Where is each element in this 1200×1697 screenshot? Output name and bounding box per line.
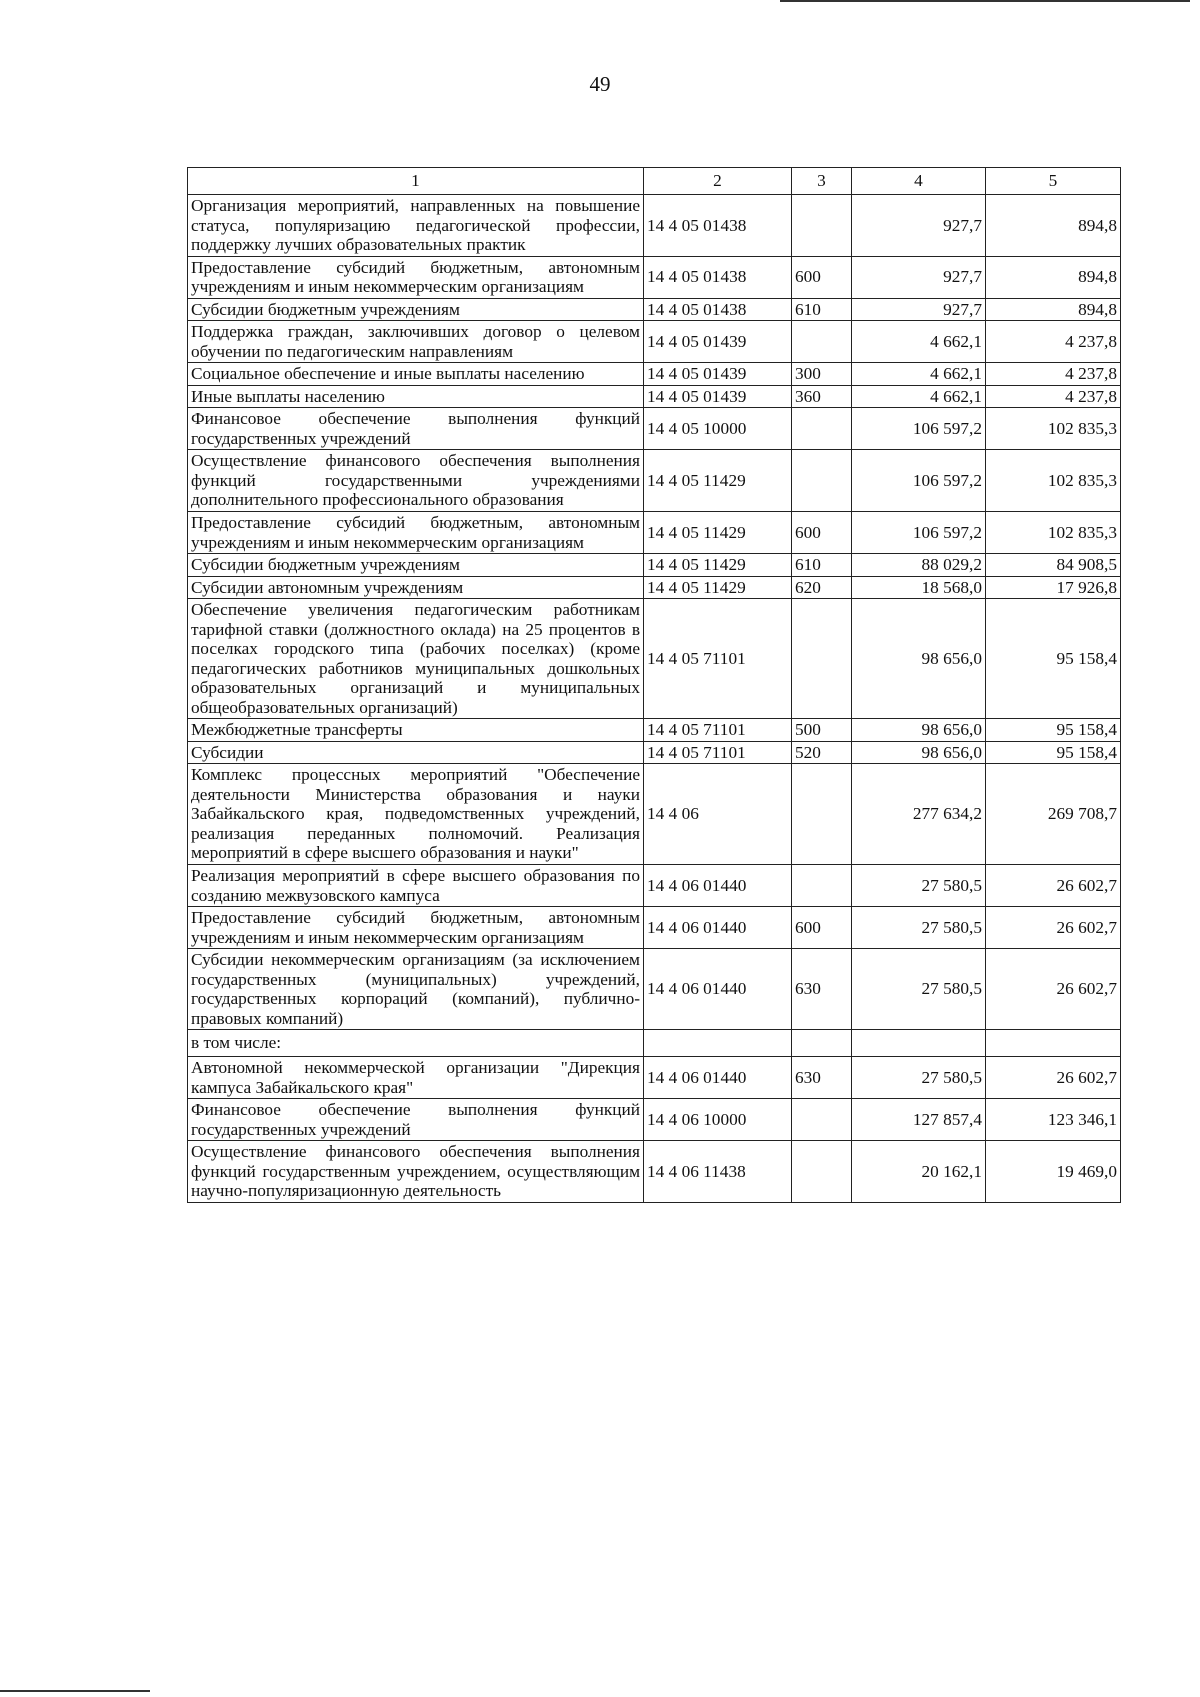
row-value-col4: 127 857,4 (852, 1099, 986, 1141)
row-expense-type (792, 1030, 852, 1057)
row-target-code: 14 4 05 71101 (644, 599, 792, 719)
row-value-col5: 102 835,3 (986, 408, 1121, 450)
table-row (188, 1030, 1121, 1057)
row-expense-type: 300 (792, 363, 852, 386)
row-value-col4: 106 597,2 (852, 408, 986, 450)
row-value-col4: 4 662,1 (852, 385, 986, 408)
row-expense-type: 610 (792, 298, 852, 321)
row-value-col5: 17 926,8 (986, 576, 1121, 599)
row-expense-type: 500 (792, 719, 852, 742)
row-value-col4: 927,7 (852, 298, 986, 321)
row-value-col5: 95 158,4 (986, 741, 1121, 764)
row-value-col5: 102 835,3 (986, 450, 1121, 512)
row-expense-type: 360 (792, 385, 852, 408)
table-row (188, 719, 1121, 742)
row-target-code: 14 4 06 01440 (644, 949, 792, 1030)
table-row (188, 408, 1121, 450)
row-target-code: 14 4 05 11429 (644, 511, 792, 553)
row-value-col4: 98 656,0 (852, 741, 986, 764)
row-value-col4: 27 580,5 (852, 949, 986, 1030)
row-name: Субсидии автономным учреждениям (188, 576, 644, 599)
row-target-code: 14 4 05 01439 (644, 363, 792, 386)
bottom-edge-line (0, 1690, 150, 1692)
row-expense-type (792, 599, 852, 719)
row-value-col4: 18 568,0 (852, 576, 986, 599)
row-value-col5: 19 469,0 (986, 1141, 1121, 1203)
table-row (188, 599, 1121, 719)
row-target-code: 14 4 05 01439 (644, 385, 792, 408)
row-target-code: 14 4 05 10000 (644, 408, 792, 450)
row-expense-type: 600 (792, 907, 852, 949)
table-row (188, 907, 1121, 949)
column-header-5: 5 (986, 168, 1121, 195)
row-target-code: 14 4 05 71101 (644, 719, 792, 742)
row-value-col4: 927,7 (852, 256, 986, 298)
row-target-code: 14 4 05 11429 (644, 576, 792, 599)
row-value-col5: 894,8 (986, 256, 1121, 298)
table-row (188, 256, 1121, 298)
row-value-col4: 98 656,0 (852, 599, 986, 719)
row-expense-type (792, 764, 852, 865)
budget-table (187, 167, 1121, 1203)
row-value-col4 (852, 1030, 986, 1057)
table-row (188, 741, 1121, 764)
row-value-col4: 4 662,1 (852, 321, 986, 363)
row-expense-type: 600 (792, 511, 852, 553)
row-expense-type: 610 (792, 554, 852, 577)
row-expense-type (792, 450, 852, 512)
row-name: Субсидии некоммерческим организациям (за исключением государственных (муниципальных) учреждений, государственных корпораций (компаний), публично-правовых компаний) (188, 949, 644, 1030)
column-header-3: 3 (792, 168, 852, 195)
table-row (188, 298, 1121, 321)
table-row (188, 576, 1121, 599)
row-name: Иные выплаты населению (188, 385, 644, 408)
row-target-code: 14 4 06 01440 (644, 865, 792, 907)
row-name: Обеспечение увеличения педагогическим работникам тарифной ставки (должностного оклада) на 25 процентов в поселках городского типа (рабочих поселках) (кроме педагогических работников муниципальных дошкольных образовательных организаций и муниципальных общеобразовательных организаций) (188, 599, 644, 719)
row-name: Субсидии (188, 741, 644, 764)
row-name: Реализация мероприятий в сфере высшего образования по созданию межвузовского кампуса (188, 865, 644, 907)
row-value-col5: 26 602,7 (986, 865, 1121, 907)
row-target-code: 14 4 05 01438 (644, 256, 792, 298)
row-value-col4: 106 597,2 (852, 511, 986, 553)
row-value-col4: 20 162,1 (852, 1141, 986, 1203)
row-value-col4: 106 597,2 (852, 450, 986, 512)
table-row (188, 363, 1121, 386)
column-header-4: 4 (852, 168, 986, 195)
table-row (188, 865, 1121, 907)
row-value-col5 (986, 1030, 1121, 1057)
row-value-col5: 95 158,4 (986, 719, 1121, 742)
table-row (188, 554, 1121, 577)
row-value-col5: 4 237,8 (986, 363, 1121, 386)
row-target-code: 14 4 06 (644, 764, 792, 865)
row-value-col5: 26 602,7 (986, 907, 1121, 949)
row-target-code: 14 4 06 11438 (644, 1141, 792, 1203)
row-value-col5: 894,8 (986, 298, 1121, 321)
row-value-col4: 27 580,5 (852, 907, 986, 949)
row-expense-type: 630 (792, 949, 852, 1030)
row-name: Осуществление финансового обеспечения выполнения функций государственным учреждением, осуществляющим научно-популяризационную деятельность (188, 1141, 644, 1203)
row-value-col4: 98 656,0 (852, 719, 986, 742)
column-header-1: 1 (188, 168, 644, 195)
row-value-col5: 123 346,1 (986, 1099, 1121, 1141)
table-header-row (188, 168, 1121, 195)
table-row (188, 1099, 1121, 1141)
row-name: Поддержка граждан, заключивших договор о целевом обучении по педагогическим направлениям (188, 321, 644, 363)
row-expense-type (792, 865, 852, 907)
row-value-col5: 26 602,7 (986, 1057, 1121, 1099)
row-name: Субсидии бюджетным учреждениям (188, 554, 644, 577)
row-target-code: 14 4 05 01439 (644, 321, 792, 363)
row-expense-type: 620 (792, 576, 852, 599)
table-row (188, 321, 1121, 363)
row-value-col5: 4 237,8 (986, 385, 1121, 408)
row-value-col4: 4 662,1 (852, 363, 986, 386)
row-name: Финансовое обеспечение выполнения функций государственных учреждений (188, 408, 644, 450)
row-value-col4: 27 580,5 (852, 865, 986, 907)
row-name: Субсидии бюджетным учреждениям (188, 298, 644, 321)
row-value-col5: 26 602,7 (986, 949, 1121, 1030)
table-row (188, 949, 1121, 1030)
row-target-code: 14 4 05 01438 (644, 298, 792, 321)
column-header-2: 2 (644, 168, 792, 195)
row-expense-type (792, 1141, 852, 1203)
row-target-code: 14 4 05 11429 (644, 554, 792, 577)
row-name: Комплекс процессных мероприятий "Обеспечение деятельности Министерства образования и науки Забайкальского края, подведомственных учреждений, реализация переданных полномочий. Реализация мероприятий в сфере высшего образования и науки" (188, 764, 644, 865)
row-target-code (644, 1030, 792, 1057)
row-value-col5: 84 908,5 (986, 554, 1121, 577)
row-expense-type (792, 321, 852, 363)
row-expense-type (792, 1099, 852, 1141)
row-name: Социальное обеспечение и иные выплаты населению (188, 363, 644, 386)
row-target-code: 14 4 06 10000 (644, 1099, 792, 1141)
row-name: Предоставление субсидий бюджетным, автономным учреждениям и иным некоммерческим организациям (188, 256, 644, 298)
table-row (188, 511, 1121, 553)
row-target-code: 14 4 06 01440 (644, 907, 792, 949)
row-expense-type: 520 (792, 741, 852, 764)
row-expense-type: 630 (792, 1057, 852, 1099)
row-value-col5: 269 708,7 (986, 764, 1121, 865)
table-row (188, 1057, 1121, 1099)
row-value-col4: 88 029,2 (852, 554, 986, 577)
row-name: Осуществление финансового обеспечения выполнения функций государственными учреждениями дополнительного профессионального образования (188, 450, 644, 512)
row-value-col5: 4 237,8 (986, 321, 1121, 363)
row-value-col5: 102 835,3 (986, 511, 1121, 553)
table-row (188, 385, 1121, 408)
page-number: 49 (589, 72, 611, 96)
row-value-col4: 927,7 (852, 195, 986, 257)
row-value-col5: 95 158,4 (986, 599, 1121, 719)
table-row (188, 764, 1121, 865)
table-row (188, 450, 1121, 512)
row-name: Предоставление субсидий бюджетным, автономным учреждениям и иным некоммерческим организациям (188, 907, 644, 949)
row-name: в том числе: (188, 1030, 644, 1057)
top-edge-line (780, 0, 1190, 2)
row-expense-type (792, 408, 852, 450)
row-target-code: 14 4 05 01438 (644, 195, 792, 257)
row-name: Автономной некоммерческой организации "Дирекция кампуса Забайкальского края" (188, 1057, 644, 1099)
row-target-code: 14 4 05 11429 (644, 450, 792, 512)
row-expense-type (792, 195, 852, 257)
row-value-col4: 27 580,5 (852, 1057, 986, 1099)
table-row (188, 195, 1121, 257)
row-value-col5: 894,8 (986, 195, 1121, 257)
row-name: Финансовое обеспечение выполнения функций государственных учреждений (188, 1099, 644, 1141)
row-target-code: 14 4 06 01440 (644, 1057, 792, 1099)
row-target-code: 14 4 05 71101 (644, 741, 792, 764)
row-expense-type: 600 (792, 256, 852, 298)
row-name: Межбюджетные трансферты (188, 719, 644, 742)
row-value-col4: 277 634,2 (852, 764, 986, 865)
row-name: Организация мероприятий, направленных на повышение статуса, популяризацию педагогической профессии, поддержку лучших образовательных практик (188, 195, 644, 257)
table-row (188, 1141, 1121, 1203)
row-name: Предоставление субсидий бюджетным, автономным учреждениям и иным некоммерческим организациям (188, 511, 644, 553)
